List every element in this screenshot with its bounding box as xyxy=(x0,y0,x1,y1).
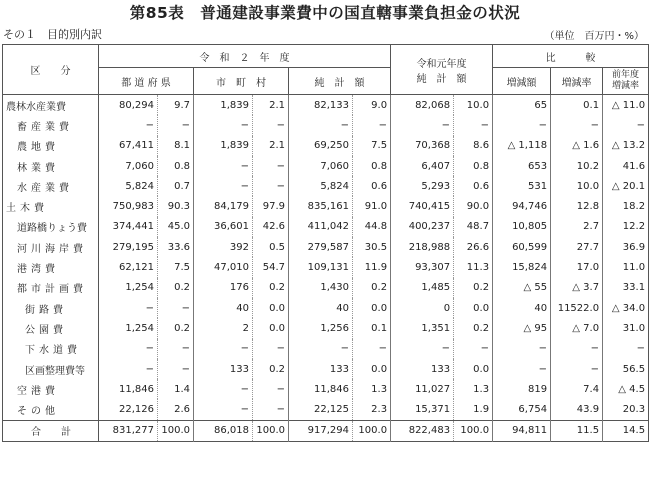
header-category: 区 分 xyxy=(3,45,99,95)
table-cell: 14.5 xyxy=(603,420,649,441)
header-prev-rate xyxy=(603,68,649,95)
table-cell: 531 xyxy=(493,176,551,196)
table-cell: 750,983 xyxy=(99,196,158,216)
row-label: 区画整理費等 xyxy=(25,365,85,377)
header-r2: 令 和 ２ 年 度 xyxy=(99,45,391,68)
table-cell: 11,846 xyxy=(99,379,158,399)
table-cell: 11.3 xyxy=(454,257,493,277)
table-row xyxy=(3,278,649,298)
table-cell: 109,131 xyxy=(289,257,353,277)
table-cell: 47,010 xyxy=(194,257,253,277)
row-label: 合計 xyxy=(3,420,99,441)
table-cell: 54.7 xyxy=(253,257,289,277)
table-cell: 9.7 xyxy=(158,95,194,116)
table-cell: − xyxy=(603,339,649,359)
table-cell: 5,293 xyxy=(391,176,454,196)
table-cell: − xyxy=(391,115,454,135)
table-cell: 9.0 xyxy=(353,95,391,116)
table-cell: − xyxy=(493,359,551,379)
table-cell: − xyxy=(194,399,253,420)
table-cell: 100.0 xyxy=(353,420,391,441)
table-cell: 84,179 xyxy=(194,196,253,216)
header-rate: 増減率 xyxy=(551,68,603,95)
table-cell: 2.1 xyxy=(253,136,289,156)
table-row xyxy=(3,420,649,441)
table-cell: 18.2 xyxy=(603,196,649,216)
table-row xyxy=(3,156,649,176)
table-cell: 176 xyxy=(194,278,253,298)
table-cell: 20.3 xyxy=(603,399,649,420)
table-cell: 0.1 xyxy=(551,95,603,116)
table-cell: 67,411 xyxy=(99,136,158,156)
table-cell: 0.8 xyxy=(454,156,493,176)
table-cell: 70,368 xyxy=(391,136,454,156)
table-cell: 2.6 xyxy=(158,399,194,420)
table-cell: 100.0 xyxy=(454,420,493,441)
table-cell: 411,042 xyxy=(289,217,353,237)
table-cell: − xyxy=(353,339,391,359)
table-cell: 835,161 xyxy=(289,196,353,216)
table-cell: 11522.0 xyxy=(551,298,603,318)
table-cell: − xyxy=(194,379,253,399)
table-cell: 22,126 xyxy=(99,399,158,420)
table-cell: △ 55 xyxy=(493,278,551,298)
table-cell: 62,121 xyxy=(99,257,158,277)
row-label: 街路費 xyxy=(25,304,67,316)
table-cell: 2.1 xyxy=(253,95,289,116)
table-cell: 0.0 xyxy=(454,298,493,318)
table-body xyxy=(3,95,649,442)
table-cell: 11,846 xyxy=(289,379,353,399)
table-cell: 10.2 xyxy=(551,156,603,176)
table-row xyxy=(3,379,649,399)
table-cell: 82,133 xyxy=(289,95,353,116)
table-subtitle: その１ 目的別内訳 xyxy=(3,28,102,41)
table-cell: 30.5 xyxy=(353,237,391,257)
table-cell: 94,811 xyxy=(493,420,551,441)
table-cell: − xyxy=(391,339,454,359)
table-cell: 8.1 xyxy=(158,136,194,156)
table-row xyxy=(3,115,649,135)
table-row xyxy=(3,399,649,420)
header-compare: 比 較 xyxy=(493,45,649,68)
table-row xyxy=(3,257,649,277)
table-cell: 41.6 xyxy=(603,156,649,176)
table-cell: 6,754 xyxy=(493,399,551,420)
table-cell: 0.0 xyxy=(454,359,493,379)
table-cell: − xyxy=(253,115,289,135)
table-cell: − xyxy=(158,298,194,318)
header-net: 純 計 額 xyxy=(289,68,391,95)
table-cell: 5,824 xyxy=(289,176,353,196)
row-label: 水産業費 xyxy=(17,182,73,194)
table-cell: − xyxy=(99,115,158,135)
table-cell: 1.3 xyxy=(353,379,391,399)
header-prev-line2: 増減率 xyxy=(612,81,640,91)
table-cell: 740,415 xyxy=(391,196,454,216)
table-cell: − xyxy=(253,379,289,399)
table-cell: 7,060 xyxy=(289,156,353,176)
table-cell: 1.4 xyxy=(158,379,194,399)
table-cell: 1,256 xyxy=(289,318,353,338)
table-cell: 100.0 xyxy=(253,420,289,441)
table-cell: − xyxy=(194,115,253,135)
table-cell: − xyxy=(551,359,603,379)
table-cell: 133 xyxy=(391,359,454,379)
table-cell: △ 1.6 xyxy=(551,136,603,156)
table-cell: 279,587 xyxy=(289,237,353,257)
table-cell: 2 xyxy=(194,318,253,338)
header-prev-line1: 前年度 xyxy=(612,70,640,80)
table-cell: 40 xyxy=(194,298,253,318)
table-cell: △ 11.0 xyxy=(603,95,649,116)
table-cell: − xyxy=(158,115,194,135)
row-label: 都市計画費 xyxy=(17,284,87,296)
table-cell: 22,125 xyxy=(289,399,353,420)
table-cell: 17.0 xyxy=(551,257,603,277)
table-cell: 0.6 xyxy=(454,176,493,196)
table-cell: 44.8 xyxy=(353,217,391,237)
table-cell: 1,485 xyxy=(391,278,454,298)
table-cell: 12.8 xyxy=(551,196,603,216)
table-cell: 33.1 xyxy=(603,278,649,298)
table-cell: 93,307 xyxy=(391,257,454,277)
table-cell: 80,294 xyxy=(99,95,158,116)
table-cell: 1,839 xyxy=(194,136,253,156)
table-cell: 392 xyxy=(194,237,253,257)
row-label: 道路橋りょう費 xyxy=(17,223,87,235)
table-cell: 0.8 xyxy=(353,156,391,176)
table-cell: 86,018 xyxy=(194,420,253,441)
table-cell: − xyxy=(253,399,289,420)
table-cell: 0.0 xyxy=(253,298,289,318)
table-cell: 56.5 xyxy=(603,359,649,379)
table-cell: 917,294 xyxy=(289,420,353,441)
table-cell: 11,027 xyxy=(391,379,454,399)
header-diff: 増減額 xyxy=(493,68,551,95)
row-label: 農地費 xyxy=(17,142,59,154)
table-cell: − xyxy=(603,115,649,135)
table-cell: 6,407 xyxy=(391,156,454,176)
burden-table xyxy=(2,44,649,442)
table-cell: 82,068 xyxy=(391,95,454,116)
table-cell: 1.9 xyxy=(454,399,493,420)
table-cell: − xyxy=(454,115,493,135)
table-cell: 1,430 xyxy=(289,278,353,298)
table-cell: 10,805 xyxy=(493,217,551,237)
table-cell: − xyxy=(253,176,289,196)
table-cell: 0.2 xyxy=(454,278,493,298)
table-cell: 133 xyxy=(289,359,353,379)
table-cell: 7,060 xyxy=(99,156,158,176)
table-cell: 0.0 xyxy=(253,318,289,338)
row-label: その他 xyxy=(17,406,59,418)
row-label: 空港費 xyxy=(17,385,59,397)
table-row xyxy=(3,237,649,257)
table-cell: 400,237 xyxy=(391,217,454,237)
table-cell: 8.6 xyxy=(454,136,493,156)
table-cell: 69,250 xyxy=(289,136,353,156)
table-cell: − xyxy=(289,339,353,359)
table-cell: 33.6 xyxy=(158,237,194,257)
table-row xyxy=(3,318,649,338)
table-cell: 0.2 xyxy=(454,318,493,338)
table-row xyxy=(3,359,649,379)
table-cell: 0.2 xyxy=(158,318,194,338)
table-cell: 100.0 xyxy=(158,420,194,441)
header-r1 xyxy=(391,45,493,95)
table-cell: − xyxy=(194,156,253,176)
table-cell: − xyxy=(158,359,194,379)
table-cell: △ 13.2 xyxy=(603,136,649,156)
table-cell: − xyxy=(99,359,158,379)
header-r1-label: 令和元年度 xyxy=(416,58,467,70)
page-title: 第85表 普通建設事業費中の国直轄事業負担金の状況 xyxy=(129,4,521,22)
table-cell: 15,371 xyxy=(391,399,454,420)
table-row xyxy=(3,217,649,237)
table-cell: 0.8 xyxy=(158,156,194,176)
table-cell: − xyxy=(493,115,551,135)
table-cell: 31.0 xyxy=(603,318,649,338)
table-cell: − xyxy=(551,339,603,359)
table-cell: 1,254 xyxy=(99,278,158,298)
table-cell: 11.5 xyxy=(551,420,603,441)
table-cell: 10.0 xyxy=(551,176,603,196)
table-cell: 60,599 xyxy=(493,237,551,257)
table-cell: 653 xyxy=(493,156,551,176)
table-cell: − xyxy=(454,339,493,359)
table-row xyxy=(3,176,649,196)
table-cell: 0.2 xyxy=(353,278,391,298)
table-cell: 27.7 xyxy=(551,237,603,257)
table-cell: △ 34.0 xyxy=(603,298,649,318)
table-cell: 831,277 xyxy=(99,420,158,441)
table-cell: 48.7 xyxy=(454,217,493,237)
row-label: 畜産業費 xyxy=(17,121,73,133)
row-label: 港湾費 xyxy=(17,264,59,276)
table-cell: 10.0 xyxy=(454,95,493,116)
row-label: 林業費 xyxy=(17,162,59,174)
table-cell: 0.0 xyxy=(353,359,391,379)
table-cell: 0.5 xyxy=(253,237,289,257)
table-cell: △ 1,118 xyxy=(493,136,551,156)
table-cell: − xyxy=(99,298,158,318)
table-cell: − xyxy=(493,339,551,359)
table-cell: 822,483 xyxy=(391,420,454,441)
table-cell: 40 xyxy=(493,298,551,318)
table-cell: 91.0 xyxy=(353,196,391,216)
table-cell: − xyxy=(551,115,603,135)
row-label: 土木費 xyxy=(6,203,48,215)
table-cell: 42.6 xyxy=(253,217,289,237)
table-cell: 0.2 xyxy=(253,278,289,298)
unit-note: （単位 百万円・%） xyxy=(544,31,644,42)
table-row xyxy=(3,95,649,116)
table-cell: 0.7 xyxy=(158,176,194,196)
table-cell: − xyxy=(194,176,253,196)
table-row xyxy=(3,136,649,156)
table-cell: 43.9 xyxy=(551,399,603,420)
table-row xyxy=(3,196,649,216)
table-cell: 0.1 xyxy=(353,318,391,338)
table-cell: 0.0 xyxy=(353,298,391,318)
table-cell: 97.9 xyxy=(253,196,289,216)
table-cell: 7.5 xyxy=(158,257,194,277)
table-cell: 40 xyxy=(289,298,353,318)
table-cell: 11.0 xyxy=(603,257,649,277)
table-row xyxy=(3,298,649,318)
table-cell: − xyxy=(194,339,253,359)
table-cell: △ 7.0 xyxy=(551,318,603,338)
table-cell: △ 95 xyxy=(493,318,551,338)
table-cell: 2.7 xyxy=(551,217,603,237)
table-cell: 0.2 xyxy=(253,359,289,379)
table-cell: 0 xyxy=(391,298,454,318)
table-cell: − xyxy=(289,115,353,135)
row-label: 河川海岸費 xyxy=(17,243,87,255)
table-cell: − xyxy=(158,339,194,359)
header-muni: 市 町 村 xyxy=(194,68,289,95)
table-cell: 26.6 xyxy=(454,237,493,257)
table-cell: 65 xyxy=(493,95,551,116)
table-cell: 94,746 xyxy=(493,196,551,216)
table-cell: 7.5 xyxy=(353,136,391,156)
row-label: 農林水産業費 xyxy=(6,101,66,113)
table-cell: 1,839 xyxy=(194,95,253,116)
table-cell: 5,824 xyxy=(99,176,158,196)
table-cell: 374,441 xyxy=(99,217,158,237)
row-label: 公園費 xyxy=(25,324,67,336)
table-cell: 11.9 xyxy=(353,257,391,277)
table-cell: − xyxy=(253,339,289,359)
table-cell: 2.3 xyxy=(353,399,391,420)
table-cell: 0.6 xyxy=(353,176,391,196)
table-row xyxy=(3,339,649,359)
row-label: 下水道費 xyxy=(25,345,81,357)
table-cell: △ 4.5 xyxy=(603,379,649,399)
table-cell: △ 20.1 xyxy=(603,176,649,196)
table-cell: 1,351 xyxy=(391,318,454,338)
table-cell: 36.9 xyxy=(603,237,649,257)
table-cell: 218,988 xyxy=(391,237,454,257)
table-cell: 279,195 xyxy=(99,237,158,257)
table-cell: 90.3 xyxy=(158,196,194,216)
table-cell: − xyxy=(353,115,391,135)
table-cell: − xyxy=(253,156,289,176)
table-cell: 90.0 xyxy=(454,196,493,216)
table-cell: 1.3 xyxy=(454,379,493,399)
table-cell: 36,601 xyxy=(194,217,253,237)
header-r1-sub: 純 計 額 xyxy=(416,73,467,85)
table-cell: 7.4 xyxy=(551,379,603,399)
table-cell: 45.0 xyxy=(158,217,194,237)
header-pref: 都 道 府 県 xyxy=(99,68,194,95)
table-cell: 133 xyxy=(194,359,253,379)
table-cell: 12.2 xyxy=(603,217,649,237)
table-cell: 15,824 xyxy=(493,257,551,277)
table-cell: − xyxy=(99,339,158,359)
table-cell: 0.2 xyxy=(158,278,194,298)
table-cell: 819 xyxy=(493,379,551,399)
table-cell: △ 3.7 xyxy=(551,278,603,298)
table-cell: 1,254 xyxy=(99,318,158,338)
